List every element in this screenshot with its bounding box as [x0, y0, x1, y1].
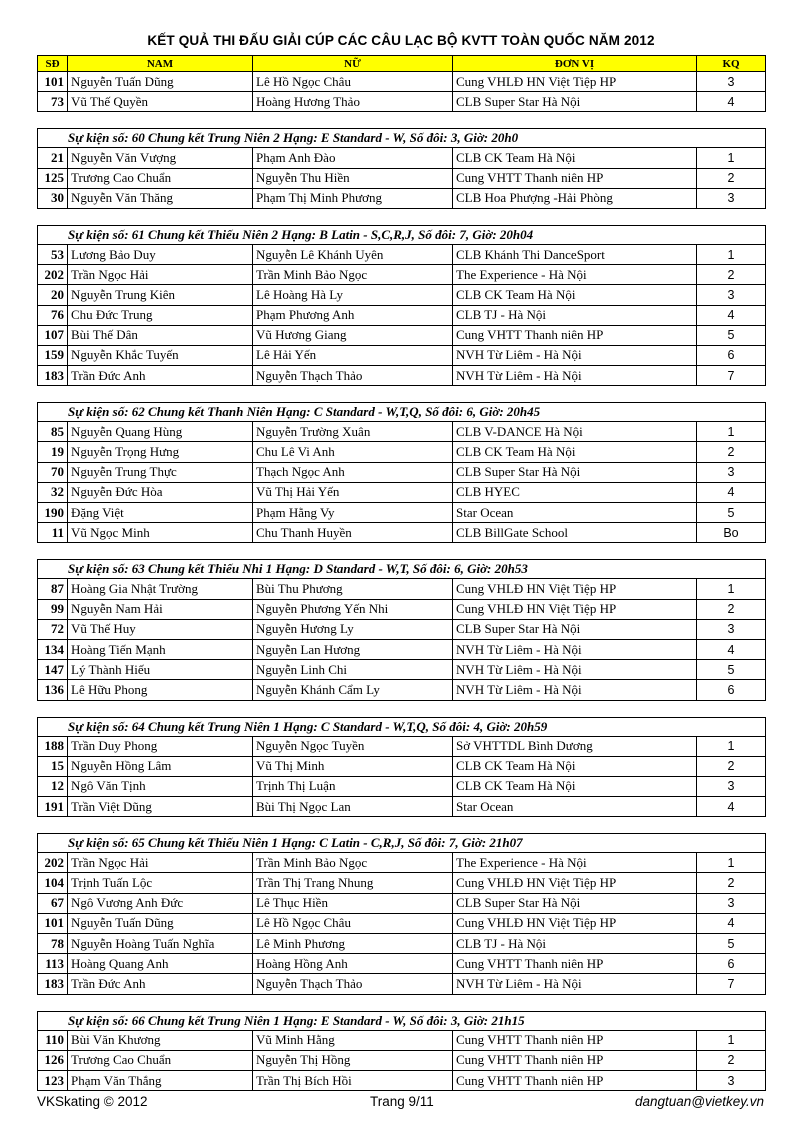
cell-sd: 159 — [38, 345, 68, 365]
cell-donvi: The Experience - Hà Nội — [453, 265, 697, 285]
cell-kq: 1 — [697, 148, 766, 168]
cell-donvi: NVH Từ Liêm - Hà Nội — [453, 680, 697, 700]
event-heading-row — [38, 834, 766, 853]
cell-kq: 3 — [697, 72, 766, 92]
cell-nu: Trịnh Thị Luận — [253, 776, 453, 796]
cell-nam: Chu Đức Trung — [68, 305, 253, 325]
cell-kq: 4 — [697, 305, 766, 325]
cell-sd: 85 — [38, 422, 68, 442]
cell-sd: 147 — [38, 660, 68, 680]
cell-nu: Lê Hoàng Hà Ly — [253, 285, 453, 305]
cell-nu: Nguyễn Khánh Cẩm Ly — [253, 680, 453, 700]
cell-sd: 11 — [38, 523, 68, 543]
cell-donvi: Cung VHLĐ HN Việt Tiệp HP — [453, 873, 697, 893]
cell-donvi: CLB CK Team Hà Nội — [453, 285, 697, 305]
spacer-row — [38, 386, 766, 403]
cell-nu: Vũ Thị Minh — [253, 756, 453, 776]
cell-nam: Trần Duy Phong — [68, 736, 253, 756]
cell-nam: Trương Cao Chuẩn — [68, 1050, 253, 1070]
table-row — [38, 776, 766, 796]
cell-donvi: CLB Super Star Hà Nội — [453, 893, 697, 913]
cell-sd: 191 — [38, 797, 68, 817]
cell-nam: Trịnh Tuấn Lộc — [68, 873, 253, 893]
cell-kq: 3 — [697, 285, 766, 305]
table-row — [38, 797, 766, 817]
cell-kq: 6 — [697, 954, 766, 974]
cell-kq: Bo — [697, 523, 766, 543]
cell-donvi: NVH Từ Liêm - Hà Nội — [453, 639, 697, 659]
table-row — [38, 853, 766, 873]
cell-kq: 5 — [697, 325, 766, 345]
cell-nam: Nguyễn Văn Thăng — [68, 188, 253, 208]
table-row — [38, 482, 766, 502]
cell-nu: Nguyễn Thạch Thảo — [253, 366, 453, 386]
spacer-row — [38, 208, 766, 225]
table-row — [38, 913, 766, 933]
cell-kq: 6 — [697, 345, 766, 365]
cell-donvi: NVH Từ Liêm - Hà Nội — [453, 366, 697, 386]
results-body — [38, 72, 766, 1091]
cell-kq: 2 — [697, 756, 766, 776]
cell-donvi: NVH Từ Liêm - Hà Nội — [453, 974, 697, 994]
cell-kq: 3 — [697, 893, 766, 913]
cell-nam: Vũ Thế Quyền — [68, 92, 253, 112]
cell-nam: Lương Bảo Duy — [68, 244, 253, 264]
header-donvi: ĐƠN VỊ — [453, 56, 697, 72]
cell-nam: Trần Đức Anh — [68, 366, 253, 386]
cell-sd: 188 — [38, 736, 68, 756]
cell-nam: Vũ Ngọc Minh — [68, 523, 253, 543]
cell-nam: Phạm Văn Thắng — [68, 1070, 253, 1090]
spacer-cell — [38, 700, 766, 717]
header-nam: NAM — [68, 56, 253, 72]
cell-nam: Nguyễn Quang Hùng — [68, 422, 253, 442]
cell-nam: Trần Ngọc Hải — [68, 853, 253, 873]
cell-nu: Phạm Anh Đào — [253, 148, 453, 168]
cell-nam: Nguyễn Trung Kiên — [68, 285, 253, 305]
cell-nu: Trần Minh Bảo Ngọc — [253, 265, 453, 285]
cell-kq: 4 — [697, 913, 766, 933]
cell-nu: Nguyễn Thu Hiền — [253, 168, 453, 188]
cell-nu: Lê Hồ Ngọc Châu — [253, 913, 453, 933]
table-row — [38, 1050, 766, 1070]
cell-nu: Phạm Hằng Vy — [253, 503, 453, 523]
table-row — [38, 92, 766, 112]
cell-sd: 70 — [38, 462, 68, 482]
cell-sd: 125 — [38, 168, 68, 188]
cell-kq: 2 — [697, 265, 766, 285]
cell-kq: 4 — [697, 482, 766, 502]
cell-kq: 5 — [697, 503, 766, 523]
cell-sd: 190 — [38, 503, 68, 523]
cell-sd: 183 — [38, 366, 68, 386]
spacer-cell — [38, 817, 766, 834]
cell-donvi: CLB TJ - Hà Nội — [453, 934, 697, 954]
cell-kq: 1 — [697, 736, 766, 756]
cell-nu: Nguyễn Thạch Thảo — [253, 974, 453, 994]
cell-nam: Lê Hữu Phong — [68, 680, 253, 700]
cell-donvi: Cung VHTT Thanh niên HP — [453, 1030, 697, 1050]
table-row — [38, 305, 766, 325]
cell-nu: Nguyễn Linh Chi — [253, 660, 453, 680]
cell-sd: 113 — [38, 954, 68, 974]
header-kq: KQ — [697, 56, 766, 72]
cell-sd: 136 — [38, 680, 68, 700]
event-heading: Sự kiện số: 66 Chung kết Trung Niên 1 Hạng: E Standard - W, Số đôi: 3, Giờ: 21h15 — [38, 1011, 766, 1030]
spacer-cell — [38, 386, 766, 403]
cell-nu: Nguyễn Hương Ly — [253, 619, 453, 639]
cell-sd: 123 — [38, 1070, 68, 1090]
cell-donvi: NVH Từ Liêm - Hà Nội — [453, 345, 697, 365]
table-row — [38, 462, 766, 482]
event-heading: Sự kiện số: 65 Chung kết Thiếu Niên 1 Hạng: C Latin - C,R,J, Số đôi: 7, Giờ: 21h07 — [38, 834, 766, 853]
cell-sd: 134 — [38, 639, 68, 659]
cell-sd: 67 — [38, 893, 68, 913]
cell-nu: Phạm Thị Minh Phương — [253, 188, 453, 208]
table-row — [38, 756, 766, 776]
cell-nam: Nguyễn Tuấn Dũng — [68, 913, 253, 933]
cell-donvi: CLB Hoa Phượng -Hải Phòng — [453, 188, 697, 208]
cell-nam: Bùi Thế Dân — [68, 325, 253, 345]
table-row — [38, 893, 766, 913]
cell-donvi: CLB CK Team Hà Nội — [453, 776, 697, 796]
cell-kq: 3 — [697, 776, 766, 796]
cell-kq: 7 — [697, 974, 766, 994]
table-row — [38, 168, 766, 188]
cell-kq: 3 — [697, 462, 766, 482]
cell-nam: Trần Đức Anh — [68, 974, 253, 994]
table-row — [38, 1030, 766, 1050]
cell-sd: 104 — [38, 873, 68, 893]
cell-kq: 3 — [697, 188, 766, 208]
cell-kq: 4 — [697, 639, 766, 659]
cell-nu: Nguyễn Trường Xuân — [253, 422, 453, 442]
cell-sd: 101 — [38, 913, 68, 933]
page-title: KẾT QUẢ THI ĐẤU GIẢI CÚP CÁC CÂU LẠC BỘ KVTT TOÀN QUỐC NĂM 2012 — [147, 33, 655, 48]
table-row — [38, 639, 766, 659]
cell-donvi: CLB Super Star Hà Nội — [453, 92, 697, 112]
table-row — [38, 736, 766, 756]
cell-nam: Ngô Văn Tịnh — [68, 776, 253, 796]
event-heading-row — [38, 225, 766, 244]
cell-donvi: Sở VHTTDL Bình Dương — [453, 736, 697, 756]
cell-nam: Nguyễn Hoàng Tuấn Nghĩa — [68, 934, 253, 954]
cell-donvi: CLB CK Team Hà Nội — [453, 756, 697, 776]
cell-kq: 7 — [697, 366, 766, 386]
table-row — [38, 148, 766, 168]
table-row — [38, 579, 766, 599]
cell-nam: Nguyễn Văn Vượng — [68, 148, 253, 168]
table-row — [38, 366, 766, 386]
cell-sd: 76 — [38, 305, 68, 325]
table-row — [38, 285, 766, 305]
cell-nu: Vũ Thị Hải Yến — [253, 482, 453, 502]
cell-nam: Trần Ngọc Hải — [68, 265, 253, 285]
cell-sd: 20 — [38, 285, 68, 305]
cell-kq: 4 — [697, 92, 766, 112]
cell-nam: Bùi Văn Khương — [68, 1030, 253, 1050]
event-heading: Sự kiện số: 63 Chung kết Thiếu Nhi 1 Hạng: D Standard - W,T, Số đôi: 6, Giờ: 20h53 — [38, 560, 766, 579]
cell-donvi: CLB V-DANCE Hà Nội — [453, 422, 697, 442]
cell-nam: Nguyễn Tuấn Dũng — [68, 72, 253, 92]
cell-nam: Trần Việt Dũng — [68, 797, 253, 817]
spacer-row — [38, 700, 766, 717]
cell-donvi: Cung VHTT Thanh niên HP — [453, 1070, 697, 1090]
cell-sd: 110 — [38, 1030, 68, 1050]
cell-kq: 6 — [697, 680, 766, 700]
cell-nu: Hoàng Hồng Anh — [253, 954, 453, 974]
event-heading-row — [38, 1011, 766, 1030]
results-table — [37, 55, 766, 1091]
table-row — [38, 325, 766, 345]
cell-nu: Trần Minh Bảo Ngọc — [253, 853, 453, 873]
cell-kq: 5 — [697, 660, 766, 680]
table-row — [38, 660, 766, 680]
event-heading: Sự kiện số: 62 Chung kết Thanh Niên Hạng: C Standard - W,T,Q, Số đôi: 6, Giờ: 20h45 — [38, 403, 766, 422]
cell-sd: 183 — [38, 974, 68, 994]
spacer-row — [38, 112, 766, 129]
table-row — [38, 954, 766, 974]
cell-nam: Ngô Vương Anh Đức — [68, 893, 253, 913]
cell-kq: 2 — [697, 873, 766, 893]
cell-donvi: Cung VHLĐ HN Việt Tiệp HP — [453, 72, 697, 92]
table-row — [38, 265, 766, 285]
event-heading-row — [38, 403, 766, 422]
cell-nam: Hoàng Quang Anh — [68, 954, 253, 974]
spacer-row — [38, 543, 766, 560]
cell-sd: 72 — [38, 619, 68, 639]
cell-nu: Nguyễn Lan Hương — [253, 639, 453, 659]
cell-nam: Hoàng Tiến Mạnh — [68, 639, 253, 659]
cell-donvi: Cung VHTT Thanh niên HP — [453, 954, 697, 974]
cell-nam: Hoàng Gia Nhật Trường — [68, 579, 253, 599]
footer-copyright: VKSkating © 2012 — [37, 1094, 148, 1109]
table-row — [38, 345, 766, 365]
cell-nu: Nguyễn Ngọc Tuyền — [253, 736, 453, 756]
cell-nam: Nguyễn Khắc Tuyến — [68, 345, 253, 365]
cell-sd: 101 — [38, 72, 68, 92]
cell-sd: 107 — [38, 325, 68, 345]
event-heading: Sự kiện số: 64 Chung kết Trung Niên 1 Hạng: C Standard - W,T,Q, Số đôi: 4, Giờ: 20h59 — [38, 717, 766, 736]
cell-kq: 1 — [697, 1030, 766, 1050]
table-row — [38, 422, 766, 442]
spacer-cell — [38, 112, 766, 129]
cell-nu: Vũ Hương Giang — [253, 325, 453, 345]
cell-donvi: Star Ocean — [453, 797, 697, 817]
table-row — [38, 523, 766, 543]
cell-nu: Hoàng Hương Thảo — [253, 92, 453, 112]
cell-donvi: Cung VHTT Thanh niên HP — [453, 1050, 697, 1070]
cell-donvi: CLB CK Team Hà Nội — [453, 148, 697, 168]
table-row — [38, 599, 766, 619]
cell-donvi: CLB HYEC — [453, 482, 697, 502]
cell-sd: 19 — [38, 442, 68, 462]
table-row — [38, 619, 766, 639]
cell-nu: Vũ Minh Hằng — [253, 1030, 453, 1050]
event-heading-row — [38, 560, 766, 579]
spacer-cell — [38, 543, 766, 560]
table-row — [38, 244, 766, 264]
table-row — [38, 974, 766, 994]
cell-donvi: Star Ocean — [453, 503, 697, 523]
cell-nu: Lê Thục Hiền — [253, 893, 453, 913]
cell-kq: 2 — [697, 599, 766, 619]
cell-nam: Nguyễn Nam Hải — [68, 599, 253, 619]
table-row — [38, 934, 766, 954]
cell-nu: Trần Thị Bích Hồi — [253, 1070, 453, 1090]
cell-nu: Trần Thị Trang Nhung — [253, 873, 453, 893]
cell-nu: Nguyễn Lê Khánh Uyên — [253, 244, 453, 264]
header-sd: SĐ — [38, 56, 68, 72]
cell-nu: Lê Minh Phương — [253, 934, 453, 954]
cell-nu: Chu Thanh Huyền — [253, 523, 453, 543]
spacer-row — [38, 817, 766, 834]
cell-donvi: Cung VHLĐ HN Việt Tiệp HP — [453, 579, 697, 599]
cell-kq: 1 — [697, 853, 766, 873]
cell-donvi: CLB Super Star Hà Nội — [453, 462, 697, 482]
cell-nu: Thạch Ngọc Anh — [253, 462, 453, 482]
cell-donvi: CLB Super Star Hà Nội — [453, 619, 697, 639]
cell-donvi: NVH Từ Liêm - Hà Nội — [453, 660, 697, 680]
cell-donvi: CLB BillGate School — [453, 523, 697, 543]
cell-kq: 4 — [697, 797, 766, 817]
cell-kq: 2 — [697, 442, 766, 462]
cell-sd: 30 — [38, 188, 68, 208]
cell-nu: Bùi Thị Ngọc Lan — [253, 797, 453, 817]
cell-sd: 32 — [38, 482, 68, 502]
cell-sd: 12 — [38, 776, 68, 796]
cell-nu: Nguyễn Thị Hồng — [253, 1050, 453, 1070]
table-header-row — [38, 56, 766, 72]
cell-kq: 1 — [697, 244, 766, 264]
event-heading-row — [38, 129, 766, 148]
cell-donvi: The Experience - Hà Nội — [453, 853, 697, 873]
cell-kq: 2 — [697, 1050, 766, 1070]
table-row — [38, 680, 766, 700]
cell-sd: 15 — [38, 756, 68, 776]
cell-kq: 1 — [697, 579, 766, 599]
table-row — [38, 873, 766, 893]
cell-nu: Nguyễn Phương Yến Nhi — [253, 599, 453, 619]
cell-donvi: Cung VHTT Thanh niên HP — [453, 168, 697, 188]
cell-sd: 87 — [38, 579, 68, 599]
cell-nam: Nguyễn Hồng Lâm — [68, 756, 253, 776]
cell-nu: Lê Hồ Ngọc Châu — [253, 72, 453, 92]
cell-sd: 126 — [38, 1050, 68, 1070]
cell-nu: Chu Lê Vi Anh — [253, 442, 453, 462]
footer-email: dangtuan@vietkey.vn — [634, 1094, 764, 1109]
cell-sd: 202 — [38, 265, 68, 285]
cell-kq: 2 — [697, 168, 766, 188]
cell-sd: 78 — [38, 934, 68, 954]
cell-sd: 73 — [38, 92, 68, 112]
cell-sd: 53 — [38, 244, 68, 264]
cell-kq: 3 — [697, 619, 766, 639]
table-row — [38, 188, 766, 208]
spacer-cell — [38, 994, 766, 1011]
cell-nam: Vũ Thế Huy — [68, 619, 253, 639]
table-row — [38, 503, 766, 523]
cell-sd: 202 — [38, 853, 68, 873]
table-row — [38, 1070, 766, 1090]
cell-nam: Nguyễn Trung Thực — [68, 462, 253, 482]
cell-sd: 21 — [38, 148, 68, 168]
cell-nu: Lê Hải Yến — [253, 345, 453, 365]
cell-nam: Lý Thành Hiếu — [68, 660, 253, 680]
cell-donvi: Cung VHLĐ HN Việt Tiệp HP — [453, 913, 697, 933]
cell-sd: 99 — [38, 599, 68, 619]
cell-nam: Nguyễn Trọng Hưng — [68, 442, 253, 462]
cell-nu: Phạm Phương Anh — [253, 305, 453, 325]
table-row — [38, 442, 766, 462]
footer-page-number: Trang 9/11 — [370, 1094, 434, 1109]
header-nu: NỮ — [253, 56, 453, 72]
table-row — [38, 72, 766, 92]
cell-donvi: CLB CK Team Hà Nội — [453, 442, 697, 462]
cell-nu: Bùi Thu Phương — [253, 579, 453, 599]
cell-nam: Trương Cao Chuẩn — [68, 168, 253, 188]
cell-nam: Nguyễn Đức Hòa — [68, 482, 253, 502]
event-heading: Sự kiện số: 61 Chung kết Thiếu Niên 2 Hạng: B Latin - S,C,R,J, Số đôi: 7, Giờ: 20h04 — [38, 225, 766, 244]
event-heading: Sự kiện số: 60 Chung kết Trung Niên 2 Hạng: E Standard - W, Số đôi: 3, Giờ: 20h0 — [38, 129, 766, 148]
cell-donvi: CLB TJ - Hà Nội — [453, 305, 697, 325]
cell-kq: 5 — [697, 934, 766, 954]
cell-donvi: CLB Khánh Thi DanceSport — [453, 244, 697, 264]
cell-donvi: Cung VHTT Thanh niên HP — [453, 325, 697, 345]
cell-donvi: Cung VHLĐ HN Việt Tiệp HP — [453, 599, 697, 619]
cell-nam: Đặng Việt — [68, 503, 253, 523]
cell-kq: 1 — [697, 422, 766, 442]
spacer-cell — [38, 208, 766, 225]
cell-kq: 3 — [697, 1070, 766, 1090]
spacer-row — [38, 994, 766, 1011]
event-heading-row — [38, 717, 766, 736]
